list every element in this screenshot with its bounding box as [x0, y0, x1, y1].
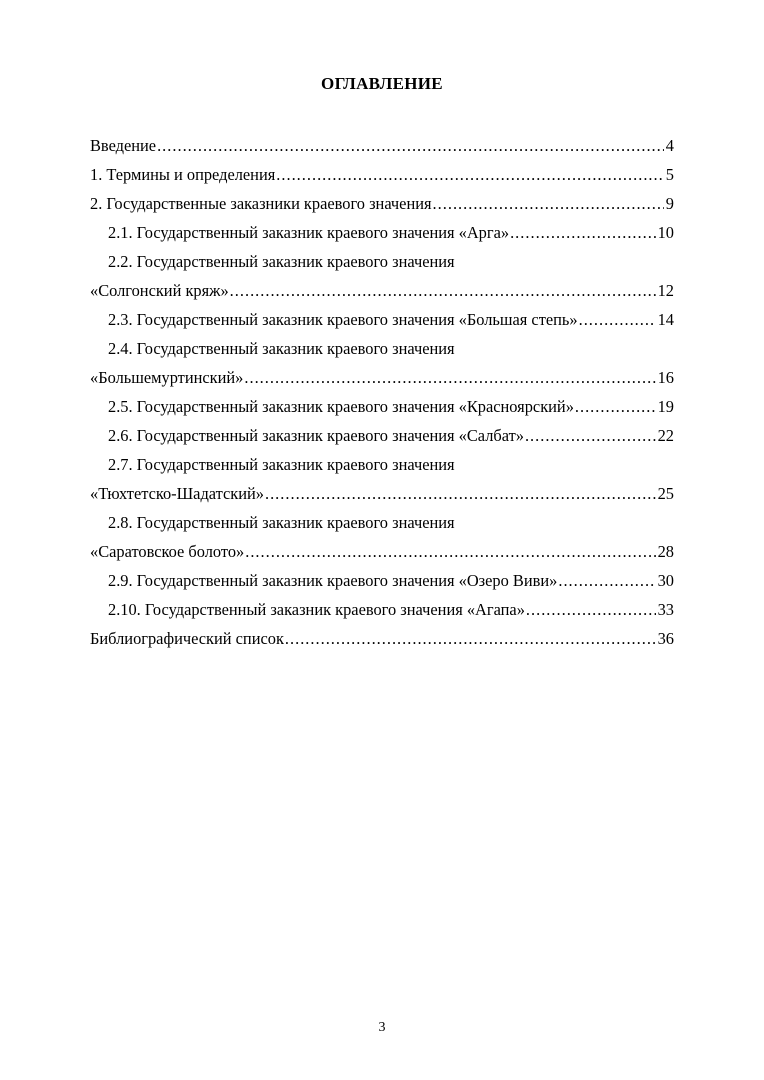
toc-entry-page: 28	[657, 542, 674, 561]
toc-entry-page: 12	[657, 281, 674, 300]
dot-leader	[575, 392, 656, 421]
toc-entry-intro[interactable]	[90, 131, 674, 160]
toc-entry-text: «Саратовское болото»	[90, 542, 245, 561]
toc-entry-text: «Солгонский кряж»	[90, 281, 229, 300]
toc-entry-text: 1. Термины и определения	[90, 165, 276, 184]
toc-entry-2-7[interactable]	[90, 479, 674, 508]
toc-entry-page: 36	[657, 629, 674, 648]
toc-entry-text: «Большемуртинский»	[90, 368, 244, 387]
toc-entry-2-6[interactable]	[90, 421, 674, 450]
toc-entry-text: 2.9. Государственный заказник краевого значения «Озеро Виви»	[108, 571, 558, 590]
toc-entry-text: 2.6. Государственный заказник краевого значения «Салбат»	[108, 426, 524, 445]
toc-entry-page: 25	[657, 484, 674, 503]
toc-entry-text: 2.5. Государственный заказник краевого значения «Красноярский»	[108, 397, 574, 416]
toc-entry-page: 30	[657, 571, 674, 590]
toc-entry-2-2[interactable]	[90, 276, 674, 305]
dot-leader	[558, 566, 655, 595]
toc-entry-text: 2. Государственные заказники краевого значения	[90, 194, 432, 213]
toc-entry-text: 2.1. Государственный заказник краевого значения «Арга»	[108, 223, 510, 242]
dot-leader	[525, 421, 656, 450]
toc-entry-2-4[interactable]	[90, 363, 674, 392]
toc-entry-text: 2.10. Государственный заказник краевого значения «Агапа»	[108, 600, 525, 619]
page-number: 3	[378, 1020, 386, 1035]
toc-entry-page: 10	[657, 223, 674, 242]
dot-leader	[265, 479, 656, 508]
dot-leader	[230, 276, 656, 305]
toc-entry-text: Библиографический список	[90, 629, 284, 648]
toc-entry-page: 4	[665, 136, 674, 155]
dot-leader	[276, 160, 664, 189]
toc-entry-page: 33	[657, 600, 674, 619]
toc-entry-2-4-line1[interactable]: 2.4. Государственный заказник краевого значения	[108, 339, 455, 358]
table-of-contents	[90, 131, 674, 653]
dot-leader	[244, 363, 655, 392]
toc-entry-2-8-line1[interactable]: 2.8. Государственный заказник краевого значения	[108, 513, 455, 532]
toc-entry-2-2-line1[interactable]: 2.2. Государственный заказник краевого значения	[108, 252, 455, 271]
dot-leader	[510, 218, 656, 247]
toc-entry-text: «Тюхтетско-Шадатский»	[90, 484, 264, 503]
toc-entry-page: 19	[657, 397, 674, 416]
toc-entry-terms[interactable]	[90, 160, 674, 189]
toc-entry-page: 5	[665, 165, 674, 184]
toc-entry-bibliography[interactable]	[90, 624, 674, 653]
dot-leader	[285, 624, 656, 653]
toc-entry-page: 22	[657, 426, 674, 445]
toc-entry-2-7-line1[interactable]: 2.7. Государственный заказник краевого значения	[108, 455, 455, 474]
toc-entry-reserves[interactable]	[90, 189, 674, 218]
toc-entry-2-3[interactable]	[90, 305, 674, 334]
toc-entry-2-1[interactable]	[90, 218, 674, 247]
toc-entry-page: 14	[657, 310, 674, 329]
dot-leader	[579, 305, 656, 334]
dot-leader	[433, 189, 664, 218]
dot-leader	[245, 537, 655, 566]
toc-entry-page: 16	[657, 368, 674, 387]
toc-entry-page: 9	[665, 194, 674, 213]
toc-entry-2-5[interactable]	[90, 392, 674, 421]
dot-leader	[526, 595, 656, 624]
toc-entry-text: Введение	[90, 136, 157, 155]
toc-entry-2-10[interactable]	[90, 595, 674, 624]
dot-leader	[157, 131, 664, 160]
page-title: ОГЛАВЛЕНИЕ	[321, 74, 443, 93]
toc-entry-2-8[interactable]	[90, 537, 674, 566]
toc-entry-text: 2.3. Государственный заказник краевого значения «Большая степь»	[108, 310, 578, 329]
toc-entry-2-9[interactable]	[90, 566, 674, 595]
